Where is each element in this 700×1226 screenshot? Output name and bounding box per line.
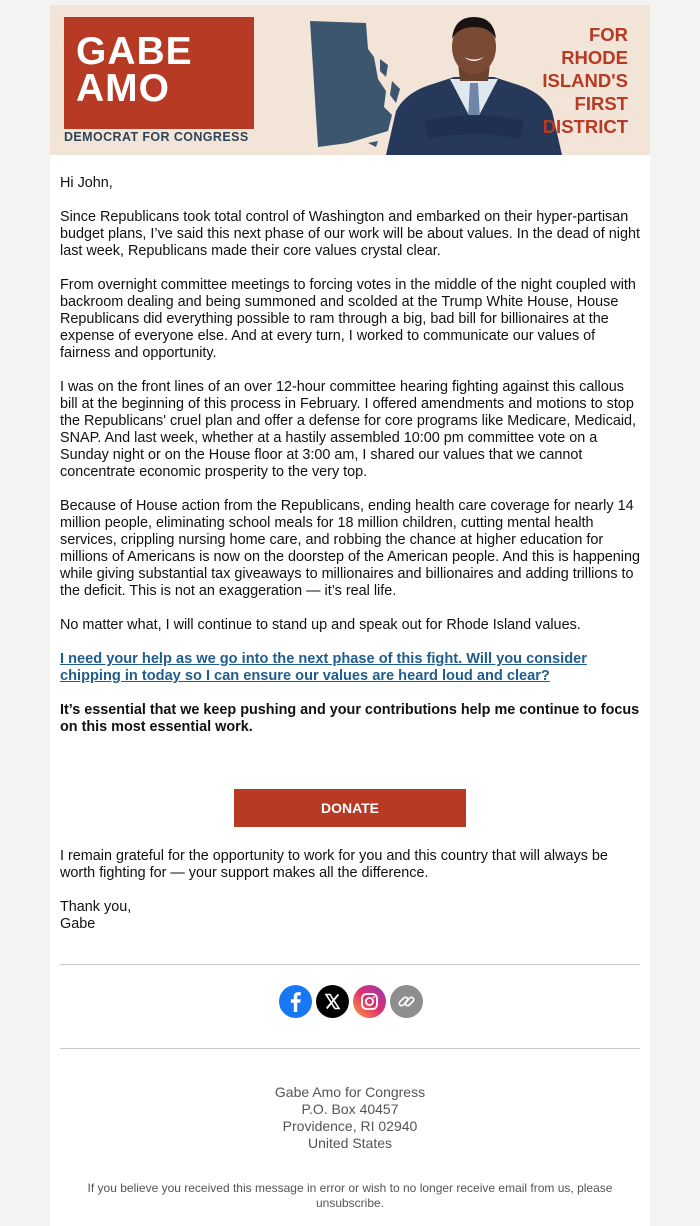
mailing-address: Gabe Amo for Congress P.O. Box 40457 Providence, RI 02940 United States bbox=[274, 1084, 426, 1151]
paragraph-2: From overnight committee meetings to forcing votes in the middle of the night coupled with backroom dealing and being summoned and scolded at the Trump White House, House Republicans did everything possible to ram through a big, bad bill for billionaires at the expense of everyone else. And at every turn, I worked to communicate our values of fairness and opportunity. bbox=[60, 277, 636, 361]
instagram-icon[interactable] bbox=[353, 985, 386, 1018]
email-container bbox=[50, 5, 650, 1226]
greeting: Hi John, bbox=[60, 175, 113, 191]
signoff: Thank you, Gabe bbox=[60, 899, 132, 932]
paragraph-4: Because of House action from the Republicans, ending health care coverage for nearly 14 million people, eliminating school meals for 18 million children, cutting mental health services, crippling nursing home care, and robbing the chance at higher education for millions of Americans is now on the doorstep of the American people. And this is happening while giving substantial tax giveaways to millionaires and billionaires and adding trillions to the deficit. This is not an exaggeration — it’s real life. bbox=[60, 498, 640, 599]
paragraph-5: No matter what, I will continue to stand up and speak out for Rhode Island values. bbox=[60, 617, 581, 633]
closing-section bbox=[60, 848, 640, 950]
paragraph-3: I was on the front lines of an over 12-hour committee hearing fighting against this callous bill at the beginning of this process in February. I offered amendments and motions to stop the Republicans' cruel plan and offer a defense for core programs like Medicare, Medicaid, SNAP. And last week, whether at a hastily assembled 10:00 pm committee vote on a Sunday night or on the House floor at 3:00 am, I shared our values that we cannot concentrate economic prosperity to the very top. bbox=[60, 379, 637, 480]
paragraph-1: Since Republicans took total control of Washington and embarked on their hyper-partisan budget plans, I’ve said this next phase of our work will be about values. In the dead of night last week, Republicans made their core values crystal clear. bbox=[60, 209, 640, 259]
donate-button[interactable]: DONATE bbox=[234, 789, 466, 827]
social-links bbox=[279, 985, 423, 1018]
divider-top bbox=[60, 964, 640, 965]
closing-paragraph: I remain grateful for the opportunity to work for you and this country that will always be worth fighting for — your support makes all the difference. bbox=[60, 848, 608, 881]
x-icon[interactable] bbox=[316, 985, 349, 1018]
district-heading: FOR RHODE ISLAND'S FIRST DISTRICT bbox=[542, 24, 628, 137]
donation-request-link[interactable]: I need your help as we go into the next phase of this fight. Will you consider chipping in today so I can ensure our values are heard loud and clear? bbox=[60, 651, 587, 684]
email-body bbox=[60, 175, 640, 753]
campaign-tagline: DEMOCRAT FOR CONGRESS bbox=[64, 130, 249, 144]
bold-paragraph: It’s essential that we keep pushing and your contributions help me continue to focus on this most essential work. bbox=[60, 702, 640, 735]
link-icon[interactable] bbox=[390, 985, 423, 1018]
header-banner bbox=[50, 5, 650, 155]
logo-text: GABE AMO bbox=[76, 30, 193, 110]
divider-bottom bbox=[60, 1048, 640, 1049]
unsubscribe-note[interactable]: If you believe you received this message in error or wish to no longer receive email from us, please unsubscribe. bbox=[87, 1181, 613, 1210]
campaign-logo bbox=[64, 17, 254, 129]
donate-button-wrapper bbox=[234, 789, 466, 827]
facebook-icon[interactable] bbox=[279, 985, 312, 1018]
